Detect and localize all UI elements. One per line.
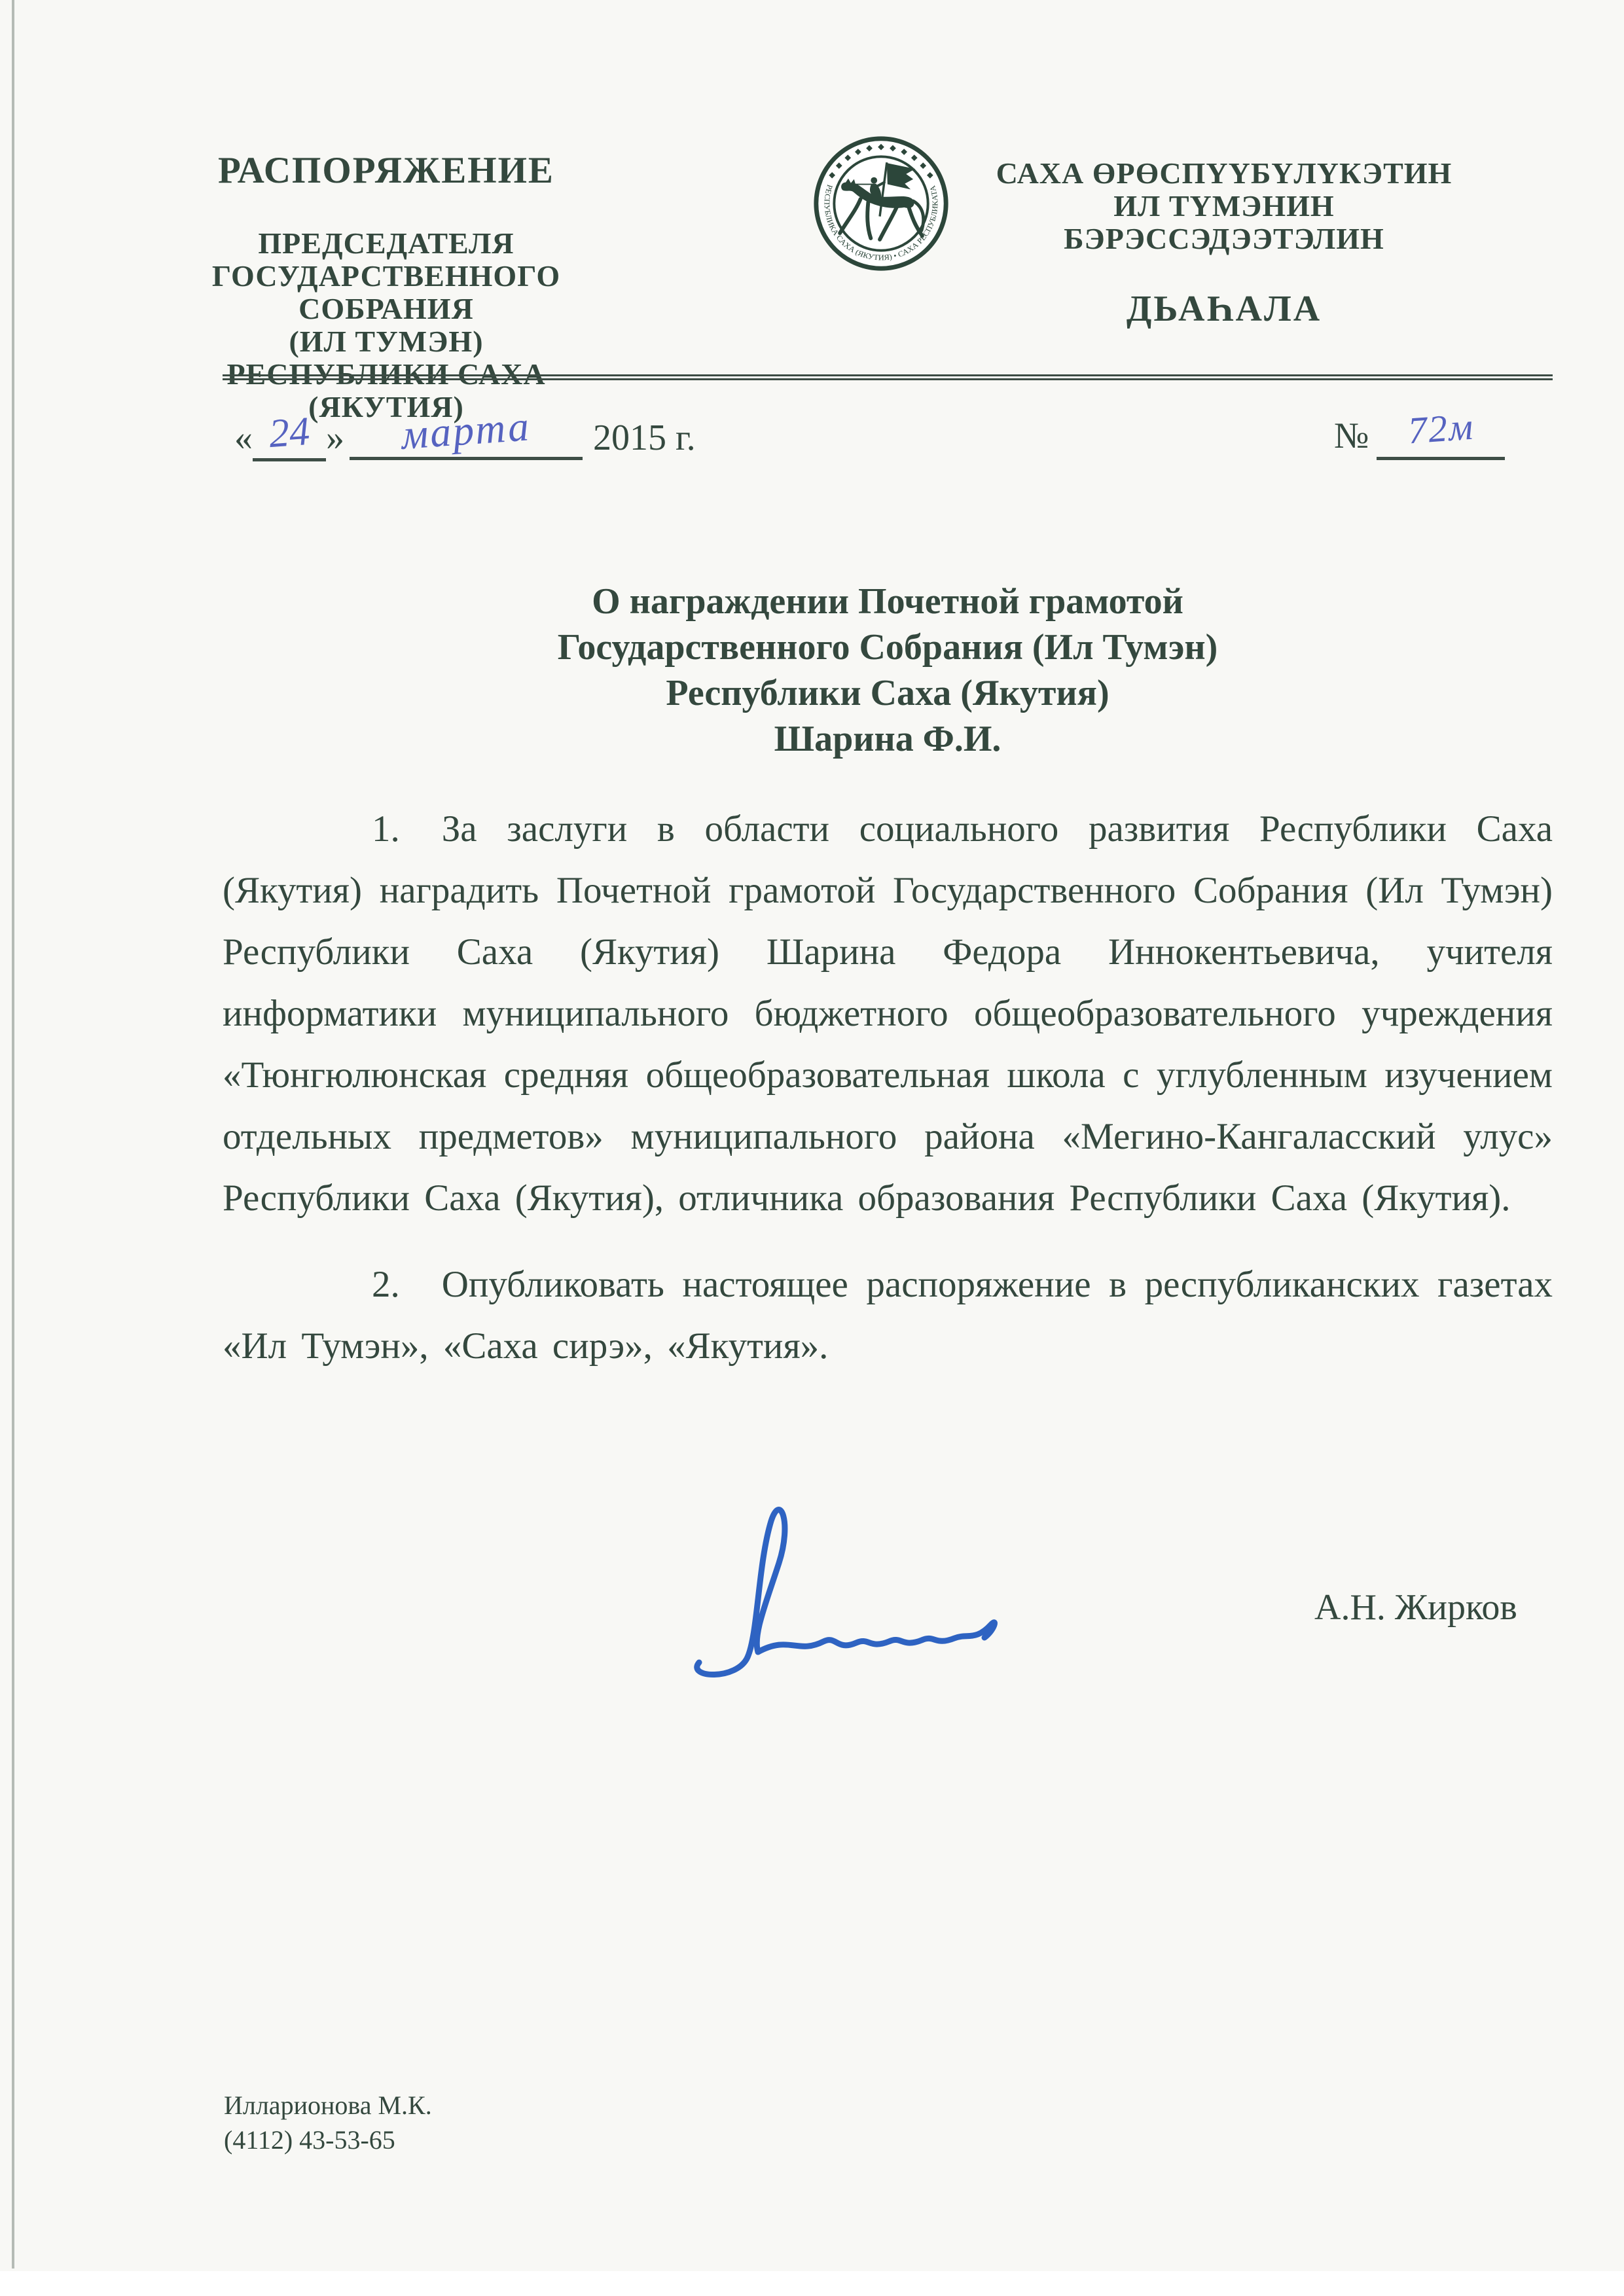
date-day-blank [253,408,326,461]
document-title [223,579,1553,762]
paragraph-number: 2. [372,1264,400,1305]
seal-ring-text: РЕСПУБЛИКА САХА (ЯКУТИЯ) • САХА РЕСПУБЛИКАТА [822,183,940,262]
body-paragraph-2 [223,1254,1553,1377]
org-line: (ИЛ ТУМЭН) [289,325,484,358]
org-line: ГОСУДАРСТВЕННОГО СОБРАНИЯ [211,259,561,325]
paragraph-text: За заслуги в области социального развития Республики Саха (Якутия) наградить Почетной грамотой Государственного Собрания (Ил Тумэн) Республики Саха (Якутия) Шарина Федора Иннокентьевича, учителя информатики муниципального бюджетного общеобразовательного учреждения «Тюнгюлюнская средняя общеобразовательная школа с углубленным изучением отдельных предметов» муниципального района «Мегино-Кангаласский улус» Республики Саха (Якутия), отличника образования Республики Саха (Якутия). [223,808,1553,1219]
executor-footer [224,2088,432,2157]
quote-close: » [326,418,344,458]
date-year: 2015 г. [593,418,696,458]
body-paragraph-1 [223,798,1553,1229]
org-line: БЭРЭССЭДЭЭТЭЛИН [1064,222,1384,255]
header-divider-rule [223,374,1553,380]
org-line: ПРЕДСЕДАТЕЛЯ [258,226,514,260]
title-line: Государственного Собрания (Ил Тумэн) [557,627,1218,668]
doc-type-russian: РАСПОРЯЖЕНИЕ [218,150,554,191]
handwritten-number: 72м [1406,404,1476,452]
org-line: САХА ӨРӨСПҮҮБҮЛҮКЭТИН [996,156,1453,190]
quote-open: « [234,418,253,458]
executor-name: Илларионова М.К. [224,2090,432,2120]
executor-phone: (4112) 43-53-65 [224,2125,395,2155]
title-line: Республики Саха (Якутия) [666,673,1110,713]
signature-scribble [660,1484,1079,1681]
scan-page-edge [12,0,14,2269]
document-number-line [1334,404,1505,460]
org-line: ИЛ ТҮМЭНИН [1113,189,1335,223]
title-line: Шарина Ф.И. [774,719,1001,759]
number-sign: № [1334,416,1369,456]
document-body [223,798,1553,1377]
paragraph-number: 1. [372,808,400,850]
date-month-blank [350,403,583,460]
handwritten-month: марта [399,403,533,458]
date-line [234,403,696,461]
handwritten-day: 24 [267,408,312,457]
signatory-name: А.Н. Жирков [1314,1587,1517,1628]
title-line: О награждении Почетной грамотой [592,581,1183,622]
sakha-coat-of-arms-seal [810,133,952,274]
paragraph-text: Опубликовать настоящее распоряжение в республиканских газетах «Ил Тумэн», «Саха сирэ», «Якутия». [223,1264,1553,1367]
letterhead-russian [175,149,597,423]
letterhead-sakha [967,157,1481,330]
number-blank [1377,404,1505,460]
org-line: РЕСПУБЛИКИ САХА (ЯКУТИЯ) [226,357,546,423]
doc-type-sakha: ДЬАҺАЛА [1126,289,1322,329]
